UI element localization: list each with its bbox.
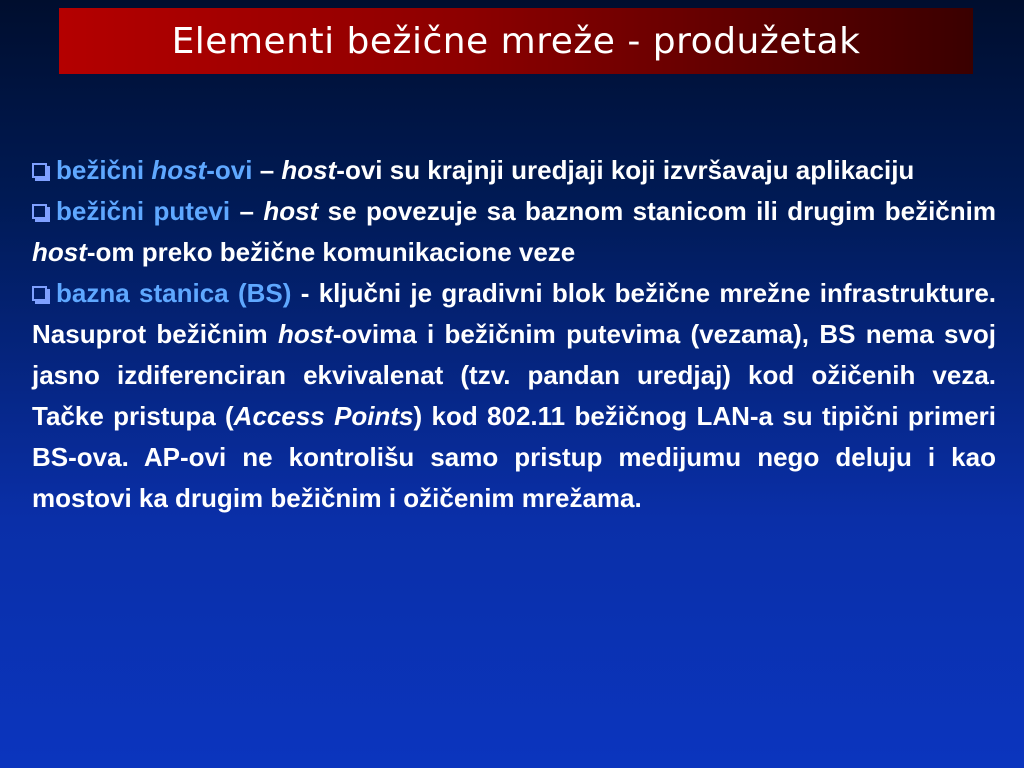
bullet-hosts <box>32 150 996 191</box>
bullet-text: se povezuje sa baznom stanicom ili drugim bežičnim <box>318 196 996 226</box>
bullet-text: -ovima i bežičnim putevima (vezama), BS nema svoj jasno izdiferenciran ekvivalenat (tzv. pandan uredjaj) kod ožičenih veza. Tačke pristupa ( <box>32 319 996 431</box>
bullet-text: ) kod 802.11 bežičnog LAN-a su tipični primeri BS-ova. AP-ovi ne kontrolišu samo pristup medijumu nego deluju i kao mostovi ka drugim bežičnim i ožičenim mrežama. <box>32 401 997 513</box>
title-bar <box>59 8 973 74</box>
host-italic: host <box>277 319 333 349</box>
access-points-italic: Access Points <box>233 401 414 431</box>
host-italic: host <box>32 237 87 267</box>
bullet-text: -ovi su krajnji uredjaji koji izvršavaju aplikaciju <box>336 155 915 185</box>
term-wireless-hosts: bežični host-ovi <box>56 155 253 185</box>
checkbox-bullet-icon <box>32 286 47 301</box>
checkbox-bullet-icon <box>32 204 47 219</box>
bullet-text: -om preko bežične komunikacione veze <box>86 237 576 267</box>
separator: – <box>252 155 282 185</box>
bullet-base-station <box>32 273 996 519</box>
host-italic: host <box>281 155 337 185</box>
checkbox-bullet-icon <box>32 163 47 178</box>
term-base-station: bazna stanica (BS) <box>56 278 292 308</box>
slide-title: Elementi bežične mreže - produžetak <box>171 20 861 62</box>
slide-content <box>32 150 996 519</box>
host-italic: host <box>263 196 319 226</box>
term-wireless-links: bežični putevi <box>56 196 231 226</box>
bullet-links <box>32 191 996 273</box>
separator: – <box>230 196 264 226</box>
bullet-text: - ključni je gradivni blok bežične mrežne infrastrukture. Nasuprot bežičnim <box>32 278 996 349</box>
